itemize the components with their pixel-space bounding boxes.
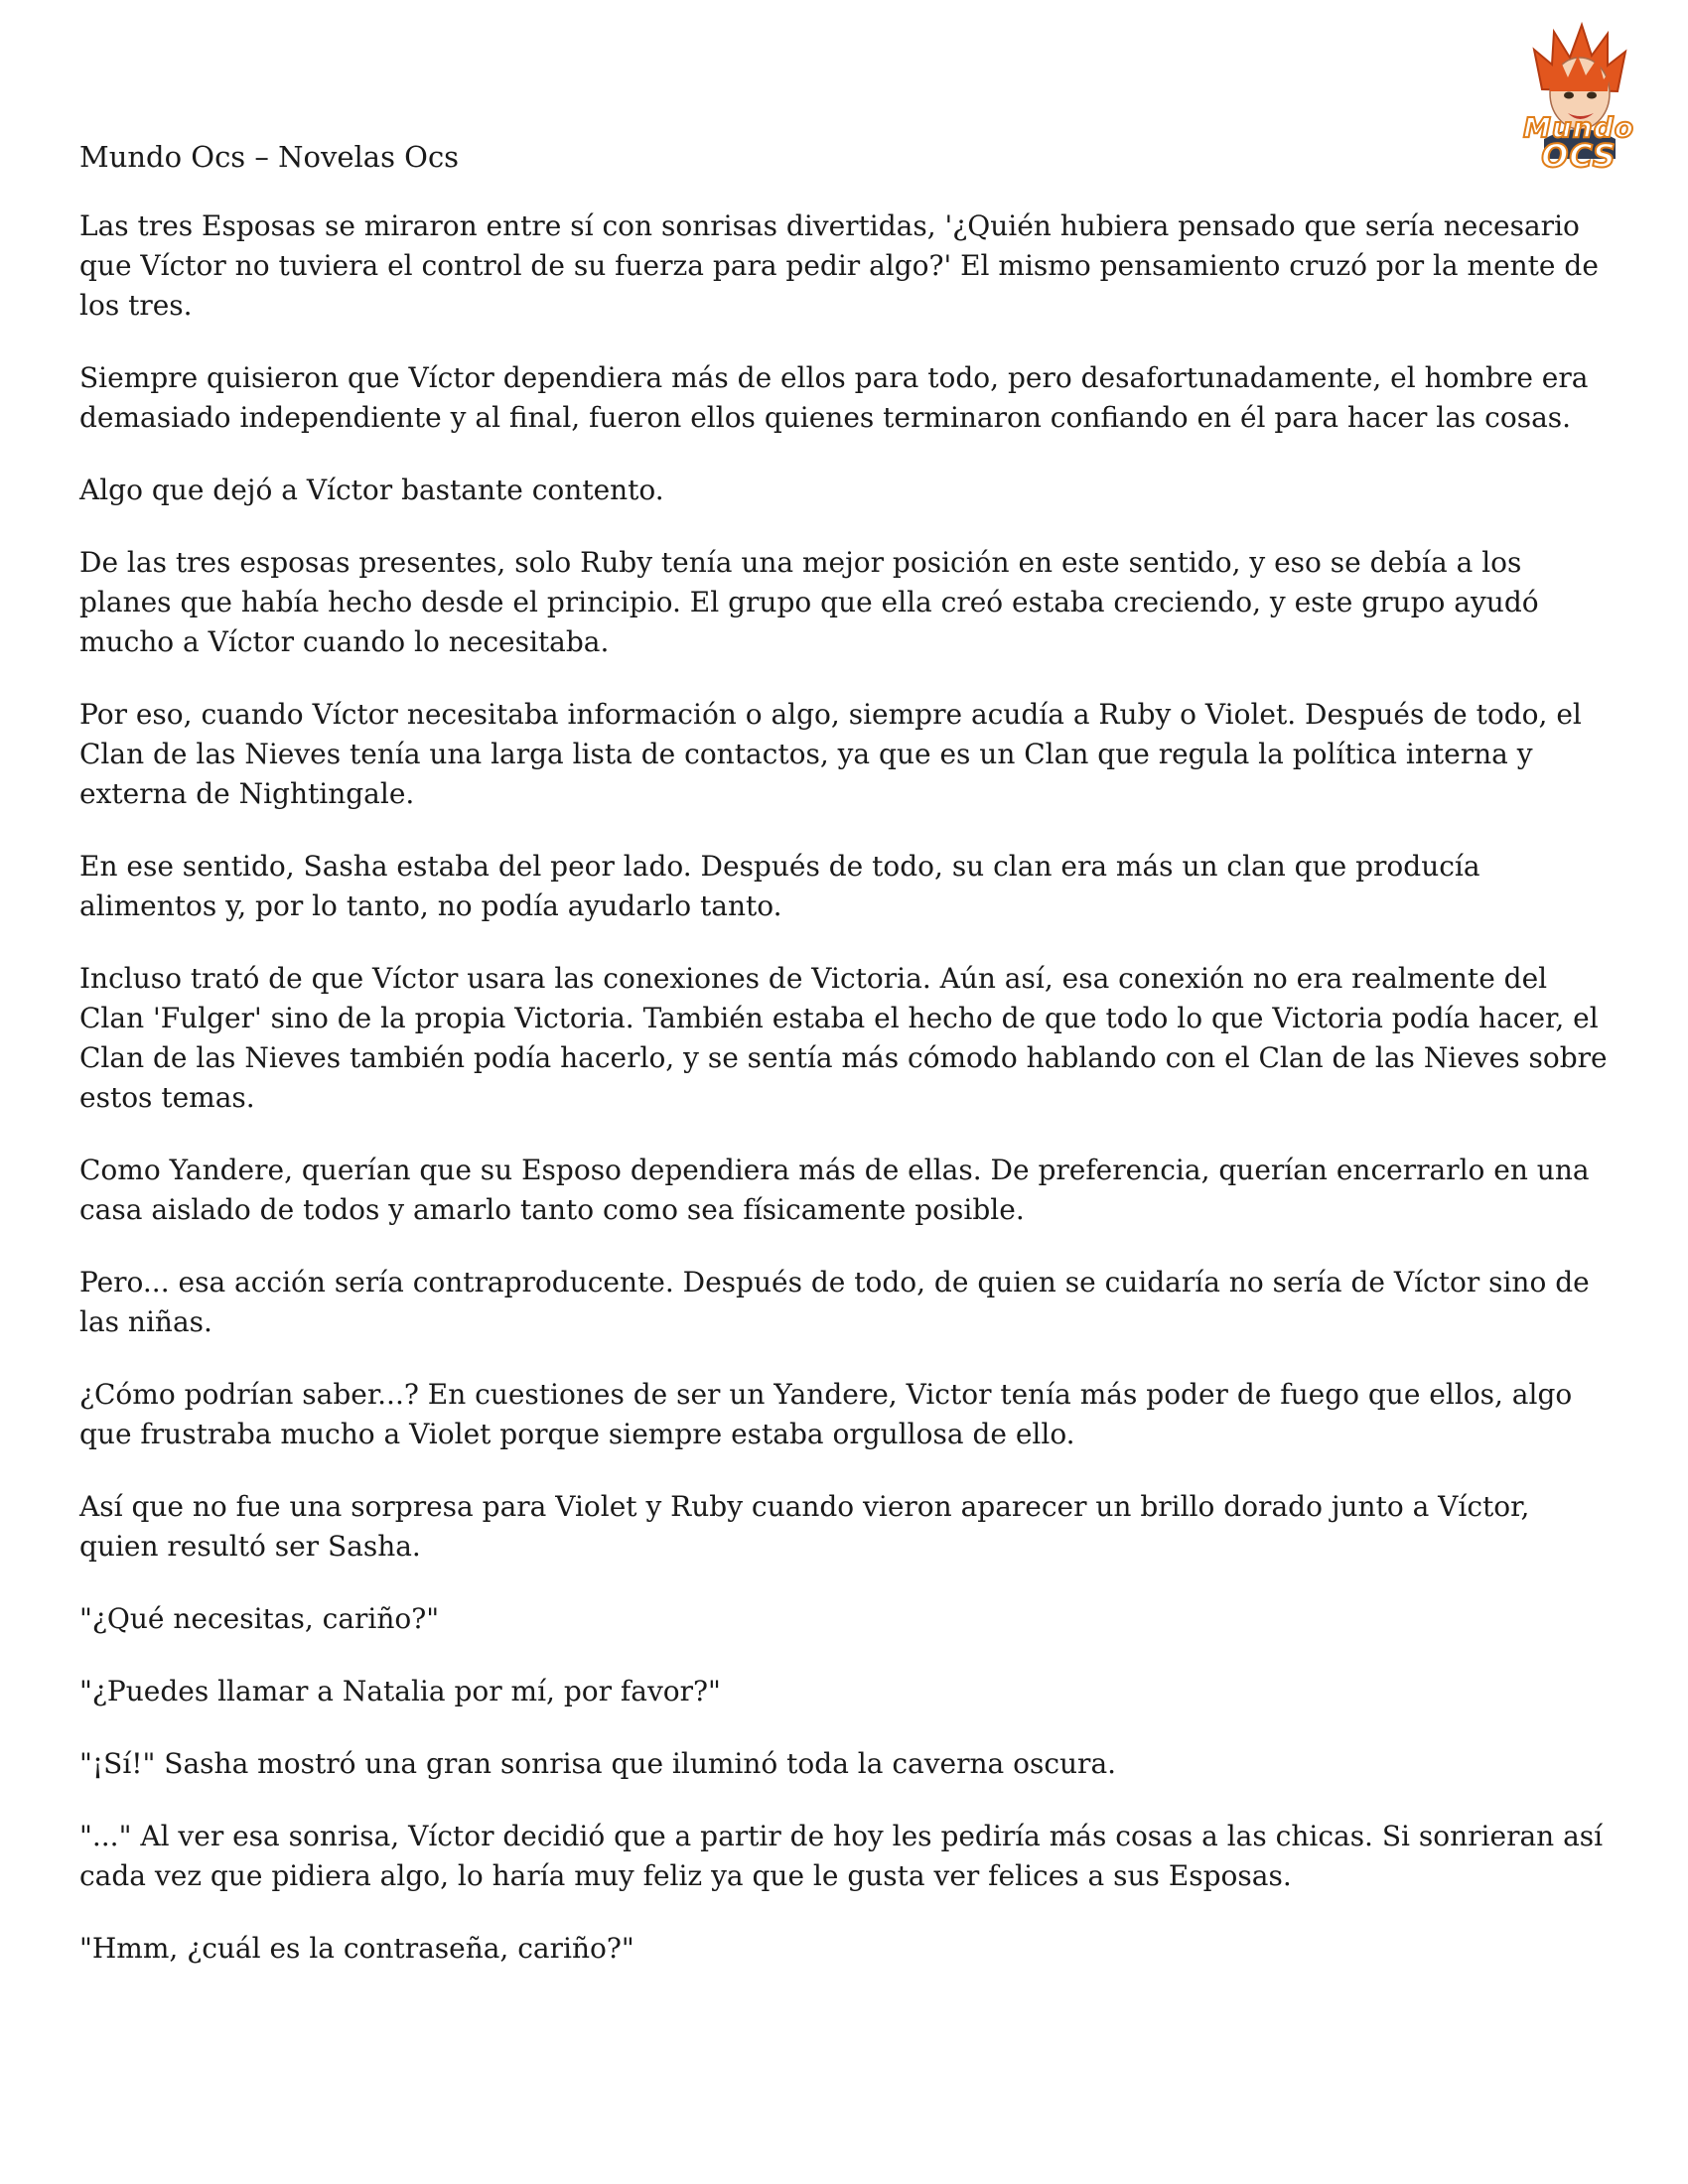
paragraph: Siempre quisieron que Víctor dependiera más de ellos para todo, pero desafortunadamente, el hombre era demasiado independiente y al final, fueron ellos quienes terminaron confiando en él para hacer las cosas.	[79, 361, 1589, 434]
dialogue-line: "¡Sí!" Sasha mostró una gran sonrisa que iluminó toda la caverna oscura.	[79, 1747, 1117, 1780]
chapter-body	[79, 206, 1614, 2001]
logo-text-mundo: Mundo	[1522, 111, 1634, 144]
paragraph: Algo que dejó a Víctor bastante contento.	[79, 474, 664, 506]
dialogue-line: "..." Al ver esa sonrisa, Víctor decidió que a partir de hoy les pediría más cosas a las chicas. Si sonrieran así cada vez que pidiera algo, lo haría muy feliz ya que le gusta ver felices a sus Esposas.	[79, 1820, 1604, 1892]
paragraph: Las tres Esposas se miraron entre sí con sonrisas divertidas, '¿Quién hubiera pensado que sería necesario que Víctor no tuviera el control de su fuerza para pedir algo?' El mismo pensamiento cruzó por la mente de los tres.	[79, 209, 1599, 322]
paragraph: De las tres esposas presentes, solo Ruby tenía una mejor posición en este sentido, y eso se debía a los planes que había hecho desde el principio. El grupo que ella creó estaba creciendo, y este grupo ayudó mucho a Víctor cuando lo necesitaba.	[79, 546, 1539, 658]
paragraph: Por eso, cuando Víctor necesitaba información o algo, siempre acudía a Ruby o Violet. Después de todo, el Clan de las Nieves tenía una larga lista de contactos, ya que es un Clan que regula la política interna y externa de Nightingale.	[79, 698, 1582, 810]
paragraph: ¿Cómo podrían saber...? En cuestiones de ser un Yandere, Victor tenía más poder de fuego que ellos, algo que frustraba mucho a Violet porque siempre estaba orgullosa de ello.	[79, 1378, 1573, 1450]
page-header-title: Mundo Ocs – Novelas Ocs	[79, 140, 460, 174]
paragraph: Pero... esa acción sería contraproducente. Después de todo, de quien se cuidaría no sería de Víctor sino de las niñas.	[79, 1266, 1590, 1338]
logo-text-ocs: OCS	[1541, 137, 1617, 175]
dialogue-line: "¿Qué necesitas, cariño?"	[79, 1602, 440, 1635]
paragraph: Como Yandere, querían que su Esposo dependiera más de ellas. De preferencia, querían encerrarlo en una casa aislado de todos y amarlo tanto como sea físicamente posible.	[79, 1154, 1590, 1226]
paragraph: Incluso trató de que Víctor usara las conexiones de Victoria. Aún así, esa conexión no era realmente del Clan 'Fulger' sino de la propia Victoria. También estaba el hecho de que todo lo que Victoria podía hacer, el Clan de las Nieves también podía hacerlo, y se sentía más cómodo hablando con el Clan de las Nieves sobre estos temas.	[79, 962, 1608, 1114]
paragraph: Así que no fue una sorpresa para Violet y Ruby cuando vieron aparecer un brillo dorado junto a Víctor, quien resultó ser Sasha.	[79, 1490, 1530, 1563]
mundo-ocs-logo	[1504, 20, 1653, 174]
dialogue-line: "Hmm, ¿cuál es la contraseña, cariño?"	[79, 1932, 634, 1965]
dialogue-line: "¿Puedes llamar a Natalia por mí, por favor?"	[79, 1675, 721, 1707]
paragraph: En ese sentido, Sasha estaba del peor lado. Después de todo, su clan era más un clan que producía alimentos y, por lo tanto, no podía ayudarlo tanto.	[79, 850, 1480, 922]
